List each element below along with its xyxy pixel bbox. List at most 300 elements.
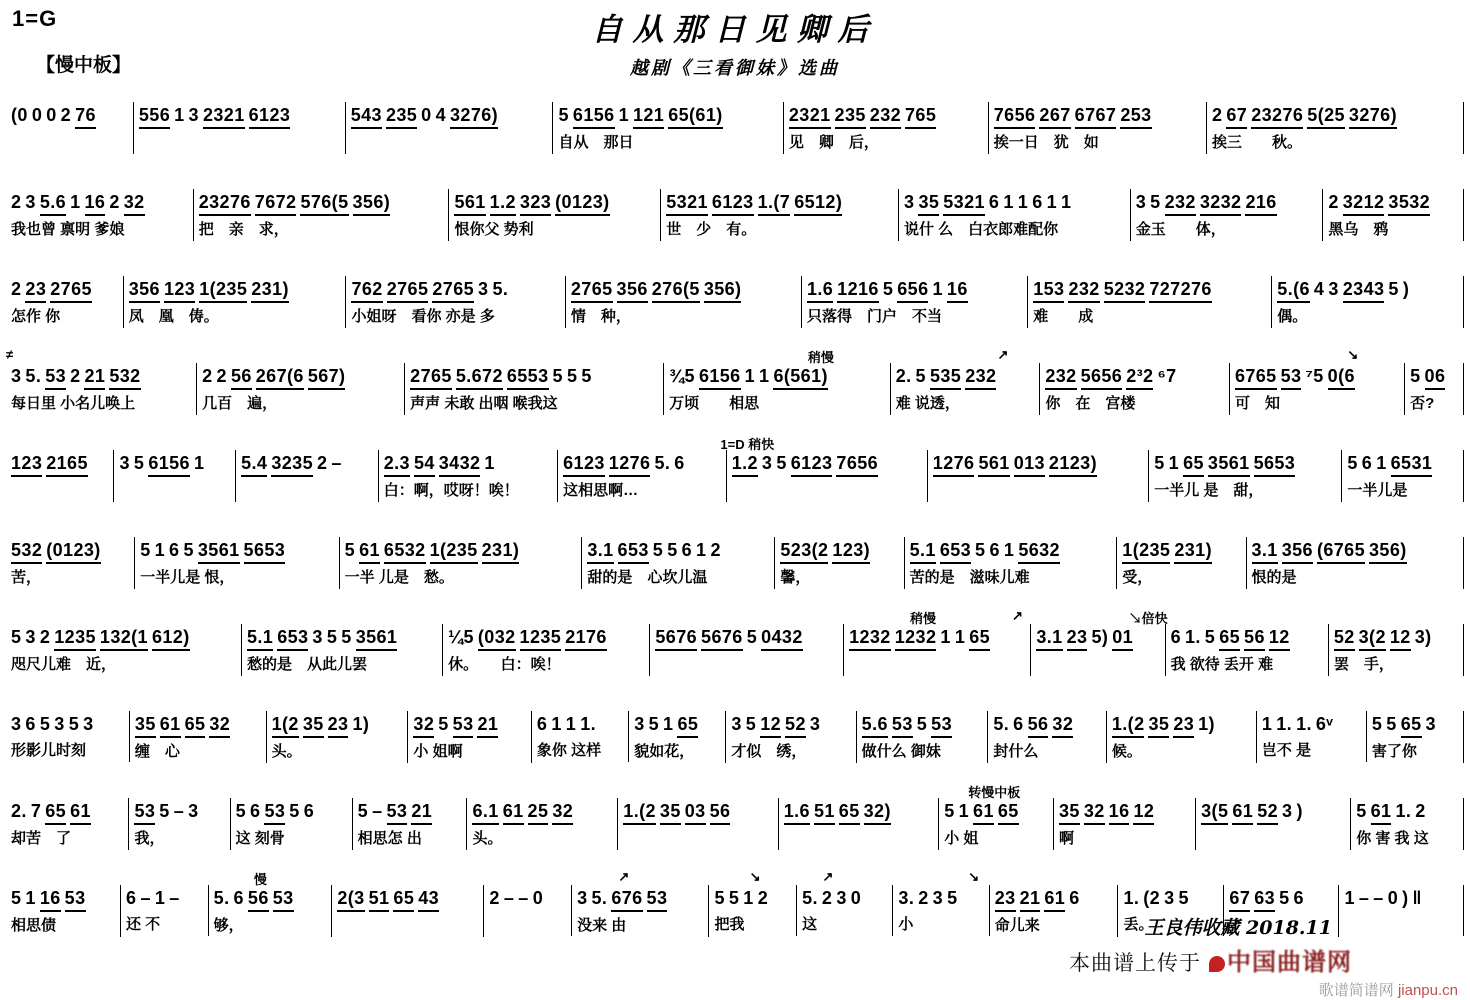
lyric-text: [784, 830, 933, 848]
lyric-text: 甜的是 心坎儿温: [587, 569, 708, 586]
notation-text: [896, 363, 1035, 390]
measure: [1405, 363, 1464, 415]
lyric-text: 丢。: [1123, 916, 1154, 933]
notation-text: [655, 624, 838, 651]
note-group: 765: [905, 104, 936, 129]
note-group: 5.: [492, 279, 509, 299]
note-group: 2321: [203, 104, 245, 129]
sheet-header: [0, 0, 1470, 86]
note-group: 3235: [271, 452, 313, 477]
note-group: 52: [1257, 800, 1278, 825]
lyric-text: 休。 白：唉！: [448, 656, 561, 673]
measure: [661, 189, 899, 241]
note-group: 35: [918, 191, 939, 216]
note-group: 23: [1067, 626, 1088, 651]
lyric-text: 罢 手，: [1333, 656, 1394, 673]
note-group: 6767: [1075, 104, 1117, 129]
note-group: 1: [1168, 453, 1180, 473]
notation-text: [202, 363, 399, 390]
note-group: 61: [1044, 887, 1065, 912]
lyric-text: 啊: [1059, 830, 1075, 847]
note-group: 123: [11, 452, 42, 477]
note-group: 76: [75, 104, 96, 129]
note-group: 5632: [1018, 539, 1060, 564]
note-group: 231): [1174, 539, 1212, 564]
notation-text: [11, 363, 191, 390]
note-group: 6123: [791, 452, 833, 477]
lyric-text: 貌如花，: [634, 743, 695, 760]
measure: [566, 276, 802, 328]
lyric-text: 万顷 相思: [669, 395, 760, 412]
lyric-text: 见 卿 后，: [788, 134, 879, 151]
note-group: –: [518, 888, 529, 908]
note-group: 5653: [244, 539, 286, 564]
note-group: 61: [1371, 800, 1392, 825]
notation-text: [1356, 798, 1458, 825]
note-group: 3: [312, 627, 323, 647]
note-group: 5676: [701, 626, 743, 651]
tempo-annotation: 稍慢: [909, 611, 936, 626]
note-group: 276(5: [652, 278, 700, 303]
measure: [408, 711, 532, 763]
collector-credit: 王良伟收藏 2018.11: [1144, 917, 1332, 939]
lyric-text: 小: [898, 916, 914, 933]
note-group: 762: [351, 278, 382, 303]
lyric-text: 才似 绣，: [731, 743, 807, 760]
measure: [353, 798, 468, 850]
score-row: [6, 260, 1464, 347]
note-group: 356): [704, 278, 742, 303]
note-group: 323: [520, 191, 551, 216]
lyric-text: 苦，: [11, 569, 42, 586]
note-group: ‖: [1412, 888, 1422, 908]
note-group: 5: [652, 540, 664, 560]
note-group: 5: [745, 714, 757, 734]
note-group: 23276: [1251, 104, 1303, 129]
note-group: 1: [744, 366, 756, 386]
note-group: 23276: [199, 191, 251, 216]
note-group: 6: [1069, 888, 1080, 908]
lyric-text: 够，: [213, 917, 244, 934]
note-group: 5: [947, 888, 958, 908]
lyric-text: 怎作 你: [11, 308, 61, 325]
measure: [6, 798, 129, 850]
tempo-annotation: 稍慢: [807, 350, 834, 365]
notation-text: [910, 537, 1112, 564]
measure: [891, 363, 1041, 415]
note-group: 1: [696, 540, 707, 560]
notation-text: [247, 624, 437, 651]
note-group: 56: [1244, 626, 1265, 651]
note-group: 3: [11, 714, 22, 734]
note-group: (6765: [1317, 539, 1365, 564]
measure: [1196, 798, 1351, 850]
measure: [6, 450, 114, 502]
note-group: 2: [11, 279, 22, 299]
notation-text: [135, 711, 261, 738]
lyric-text: 候。: [1111, 743, 1142, 760]
notation-text: [1235, 363, 1399, 390]
note-group: 2: [11, 192, 22, 212]
measure: [572, 885, 709, 937]
note-group: 1: [932, 279, 943, 299]
note-group: 61: [160, 713, 181, 738]
note-group: 2765: [571, 278, 613, 303]
note-group: 653: [277, 626, 308, 651]
measure: [129, 798, 230, 850]
notation-text: [472, 798, 612, 825]
note-group: –: [1373, 888, 1384, 908]
upload-note: 本曲谱上传于: [1069, 952, 1201, 975]
note-group: 7656: [836, 452, 878, 477]
note-group: 12: [760, 713, 781, 738]
note-group: 1: [484, 453, 495, 473]
measure: [1257, 711, 1367, 762]
note-group: 1.2: [490, 191, 516, 216]
note-group: 2165: [46, 452, 88, 477]
lyric-text: 凤 凰 俦。: [128, 308, 219, 325]
lyric-text: [1036, 656, 1159, 674]
note-group: 5676: [655, 626, 697, 651]
notation-text: [454, 189, 655, 216]
measure: [6, 363, 197, 415]
note-group: 5): [1091, 627, 1109, 647]
notation-text: [11, 885, 115, 912]
notation-text: [944, 798, 1048, 825]
measure: [346, 276, 565, 328]
note-group: 6532: [384, 539, 426, 564]
lyric-text: [933, 482, 1143, 500]
note-group: 12: [1269, 626, 1290, 651]
score-row: [6, 347, 1464, 434]
note-group: 5(25: [1307, 104, 1345, 129]
lyric-text: 一半儿 是 甜，: [1154, 482, 1264, 499]
notation-text: [272, 711, 403, 738]
note-group: 1(235: [430, 539, 478, 564]
note-group: 32: [1052, 713, 1073, 738]
tempo-annotation: ↗: [997, 347, 1009, 362]
note-group: 6765: [1235, 365, 1277, 390]
note-group: 65: [677, 713, 698, 738]
note-group: 1(235: [1122, 539, 1170, 564]
note-group: 1: [154, 540, 166, 560]
note-group: 5: [882, 279, 894, 299]
measure-line: [6, 624, 1464, 676]
note-group: 235: [835, 104, 866, 129]
note-group: 653: [618, 539, 649, 564]
note-group: 5: [1371, 714, 1383, 734]
note-group: 1.6: [784, 800, 810, 825]
note-group: 23: [25, 278, 46, 303]
note-group: 0: [31, 105, 43, 125]
measure: [130, 711, 267, 763]
lyric-text: 头。: [271, 743, 302, 760]
note-group: 121: [633, 104, 664, 129]
note-group: 0: [421, 105, 432, 125]
note-group: (0123): [46, 539, 100, 564]
lyric-text: [623, 830, 772, 848]
note-group: 3.1: [1036, 626, 1062, 651]
note-group: 3532: [1388, 191, 1430, 216]
measure: [405, 363, 664, 415]
tempo-annotation: ↗: [1012, 608, 1023, 623]
note-group: 523(2: [780, 539, 828, 564]
note-group: 356): [1369, 539, 1407, 564]
note-group: 65(61): [668, 104, 722, 129]
note-group: 16: [1109, 800, 1130, 825]
note-group: 5.: [213, 888, 230, 908]
note-group: 32: [552, 800, 573, 825]
note-group: 5.1: [910, 539, 936, 564]
note-group: 1232: [895, 626, 937, 651]
measure: [1031, 624, 1165, 676]
note-group: 267(6: [256, 365, 304, 390]
note-group: 7672: [255, 191, 297, 216]
upload-credit-line: [1069, 942, 1352, 977]
note-group: 65: [1219, 626, 1240, 651]
note-group: 6: [233, 888, 244, 908]
note-group: 1(2: [272, 713, 299, 738]
note-group: –: [169, 888, 180, 908]
note-group: (2: [1143, 888, 1161, 908]
note-group: 6123: [249, 104, 291, 129]
note-group: 2: [489, 888, 500, 908]
lyric-text: 害了你: [1371, 743, 1417, 760]
note-group: 65: [839, 800, 860, 825]
note-group: 61: [503, 800, 524, 825]
note-group: 2765: [387, 278, 429, 303]
note-group: ): [1296, 801, 1303, 821]
note-group: 6: [169, 540, 180, 560]
notation-text: [1045, 363, 1224, 390]
note-group: 123: [164, 278, 195, 303]
note-group: 2: [317, 453, 328, 473]
note-group: –: [140, 888, 151, 908]
note-group: 5.: [802, 888, 818, 908]
sheet-footer: [1069, 913, 1462, 1000]
note-group: 6: [1170, 627, 1181, 647]
note-group: 2765: [410, 365, 452, 390]
note-group: 656: [897, 278, 928, 303]
note-group: 54: [414, 452, 435, 477]
note-group: 2: [70, 366, 81, 386]
lyric-text: 声声 未敢 出咽 喉我这: [410, 395, 558, 412]
note-group: 6: [681, 540, 693, 560]
note-group: 3: [904, 192, 915, 212]
notation-text: [732, 450, 922, 477]
note-group: 5: [944, 801, 955, 821]
note-group: 3561: [356, 626, 398, 651]
note-group: 6123: [563, 452, 605, 477]
note-group: 5: [581, 366, 592, 386]
measure: [6, 276, 124, 328]
tempo-annotation: ↘: [968, 869, 980, 884]
note-group: 5: [289, 801, 300, 821]
lyric-text: 一半 儿是 愁。: [344, 569, 454, 586]
note-group: 52: [785, 713, 806, 738]
note-group: 21: [411, 800, 432, 825]
note-group: 16: [85, 191, 106, 216]
note-group: 2.: [895, 366, 912, 386]
measure: [267, 711, 409, 763]
lyric-text: [337, 917, 478, 935]
note-group: 676: [611, 887, 642, 912]
measure: [1040, 363, 1230, 415]
note-group: 43: [418, 887, 439, 912]
note-group: 5: [667, 540, 678, 560]
score-row: [6, 521, 1464, 608]
lyric-text: 可 知: [1234, 395, 1280, 412]
lyric-text: [119, 482, 230, 500]
measure: [775, 537, 904, 589]
note-group: 1.(7: [758, 191, 791, 216]
notation-text: [1036, 624, 1159, 651]
notation-text: [537, 711, 623, 737]
measure: [928, 450, 1149, 502]
note-group: 3: [1328, 279, 1339, 299]
notation-text: [1410, 363, 1458, 390]
notation-text: [1229, 885, 1333, 912]
site-credit-line: [1069, 979, 1462, 1000]
note-group: 12: [1390, 626, 1411, 651]
note-group: 6: [1013, 714, 1024, 734]
notation-text: [1136, 189, 1318, 216]
tempo-marking: 【慢中板】: [36, 55, 132, 76]
measure: [558, 450, 727, 502]
note-group: 1: [174, 105, 185, 125]
note-group: 53: [45, 365, 66, 390]
note-group: 1: [1003, 192, 1014, 212]
tempo-annotation: ↗: [822, 869, 834, 884]
lyric-text: 这: [802, 916, 818, 933]
measure-line: [6, 537, 1464, 589]
note-group: ⁶7: [1157, 366, 1177, 386]
notation-text: [577, 885, 703, 912]
lyric-text: 金玉 体，: [1135, 221, 1226, 238]
note-group: 2: [757, 888, 769, 908]
notation-text: [351, 276, 559, 303]
note-group: 3: [1135, 192, 1147, 212]
note-group: 3: [577, 888, 588, 908]
measure: [726, 711, 856, 763]
notation-text: [1033, 276, 1266, 303]
notation-text: [669, 363, 885, 390]
note-group: 5: [68, 714, 80, 734]
notation-text: [898, 885, 983, 911]
lyric-text: 只落得 门户 不当: [806, 308, 942, 325]
notation-text: [587, 537, 769, 564]
note-group: 2343: [1343, 278, 1385, 303]
note-group: 1: [193, 453, 205, 473]
note-group: 132(1: [100, 626, 148, 651]
note-group: 2: [1211, 105, 1223, 125]
song-subtitle: 越剧《三看御妹》选曲: [630, 58, 840, 79]
lyric-text: 这相思啊…: [563, 482, 639, 499]
note-group: 4: [435, 105, 447, 125]
note-group: 5.672: [456, 365, 503, 390]
notation-text: [994, 102, 1201, 129]
measure: [553, 102, 783, 154]
note-group: 556: [139, 104, 170, 129]
note-group: 65: [998, 800, 1019, 825]
lyric-text: 黑乌 鸦: [1328, 221, 1389, 238]
lyric-text: [655, 656, 838, 674]
note-group: 5321: [666, 191, 708, 216]
note-group: 32: [413, 713, 434, 738]
note-group: 1.: [1123, 888, 1140, 908]
notation-text: [634, 711, 720, 738]
note-group: 1235: [54, 626, 96, 651]
note-group: 52: [1334, 626, 1355, 651]
note-group: 2.3: [384, 452, 410, 477]
lyric-text: 我，: [134, 830, 165, 847]
lyric-text: 馨，: [780, 569, 811, 586]
measure: [1131, 189, 1324, 241]
note-group: 2: [60, 105, 72, 125]
note-group: 5: [1154, 453, 1165, 473]
measure: [242, 624, 443, 676]
notation-text: [11, 624, 236, 651]
note-group: 5321: [943, 191, 985, 216]
lyric-text: 我 欲待 丢开 难: [1170, 656, 1274, 673]
lyric-text: 小 姐: [944, 830, 979, 847]
note-group: 5: [39, 714, 51, 734]
note-group: 2(3: [337, 887, 364, 912]
note-group: 56: [1028, 713, 1049, 738]
note-group: 21: [84, 365, 105, 390]
tempo-annotation: ↗: [618, 869, 630, 884]
notation-text: [236, 798, 347, 825]
note-group: 6: [988, 192, 1000, 212]
notation-text: [139, 102, 340, 129]
note-group: 153: [1033, 278, 1064, 303]
lyric-text: [11, 134, 128, 152]
note-group: (0: [11, 105, 28, 125]
measure: [443, 624, 650, 676]
measure: [532, 711, 629, 762]
note-group: 013: [1014, 452, 1045, 477]
note-group: 356: [129, 278, 160, 303]
note-group: 35: [135, 713, 156, 738]
note-group: 0: [532, 888, 544, 908]
song-title: 自从那日见卿后: [591, 12, 879, 48]
note-group: –: [331, 453, 342, 473]
note-group: 5: [11, 888, 22, 908]
note-group: 5656: [1081, 365, 1123, 390]
note-group: 6: [1293, 888, 1304, 908]
notation-text: [337, 885, 478, 912]
note-group: –: [372, 801, 383, 821]
note-group: 532: [11, 539, 42, 564]
note-group: 6(561): [773, 365, 827, 390]
note-group: 232: [870, 104, 901, 129]
note-group: 3: [1164, 888, 1175, 908]
note-group: 65: [969, 626, 990, 651]
lyric-text: 自从 那日: [558, 134, 634, 151]
notation-text: [358, 798, 462, 825]
note-group: 3432: [439, 452, 481, 477]
note-group: 1: [954, 627, 966, 647]
measure: [1272, 276, 1464, 328]
watermark-site-name: 中国曲谱网: [1227, 949, 1352, 976]
note-group: –: [1358, 888, 1370, 908]
note-group: 2: [216, 366, 227, 386]
note-group: 7: [30, 801, 42, 821]
notation-text: [1112, 711, 1251, 738]
notation-text: [1122, 537, 1240, 564]
notation-text: [413, 711, 526, 738]
note-group: 23: [1173, 713, 1194, 738]
